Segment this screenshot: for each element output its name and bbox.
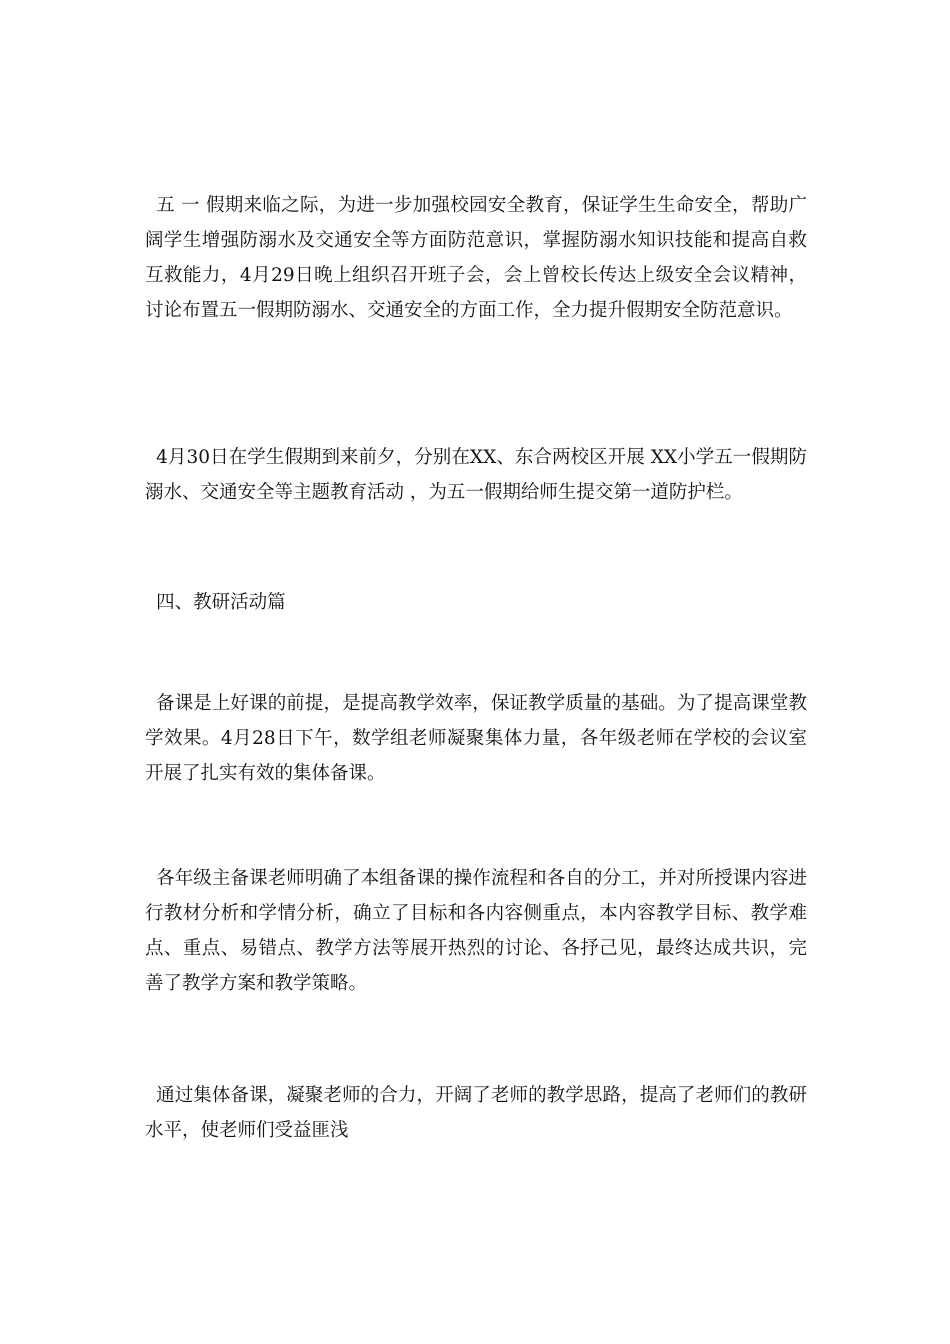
paragraph-lesson-discussion: 各年级主备课老师明确了本组备课的操作流程和各自的分工，并对所授课内容进行教材分析和学情分析，确立了目标和各内容侧重点，本内容教学目标、教学难点、重点、易错点、教学方法等展开热烈的讨论、各抒己见，最终达成共识，完善了教学方案和教学策略。 (145, 868, 807, 994)
section-heading-teaching-research: 四、教研活动篇 (156, 592, 286, 613)
paragraph-lesson-preparation: 备课是上好课的前提，是提高教学效率，保证教学质量的基础。为了提高课堂教学效果。4月28日下午，数学组老师凝聚集体力量，各年级老师在学校的会议室开展了扎实有效的集体备课。 (145, 693, 807, 784)
paragraph-safety-education-activity: 4月30日在学生假期到来前夕，分别在XX、东合两校区开展 XX小学五一假期防溺水、交通安全等主题教育活动 ，为五一假期给师生提交第一道防护栏。 (145, 447, 807, 503)
paragraph-collective-benefit: 通过集体备课，凝聚老师的合力，开阔了老师的教学思路，提高了老师们的教研水平，使老师们受益匪浅 (145, 1085, 807, 1141)
paragraph-may-day-safety-meeting: 五 一 假期来临之际，为进一步加强校园安全教育，保证学生生命安全，帮助广阔学生增强防溺水及交通安全等方面防范意识，掌握防溺水知识技能和提高自救互救能力，4月29日晚上组织召开班子会，会上曾校长传达上级安全会议精神，讨论布置五一假期防溺水、交通安全的方面工作，全力提升假期安全防范意识。 (145, 195, 807, 321)
